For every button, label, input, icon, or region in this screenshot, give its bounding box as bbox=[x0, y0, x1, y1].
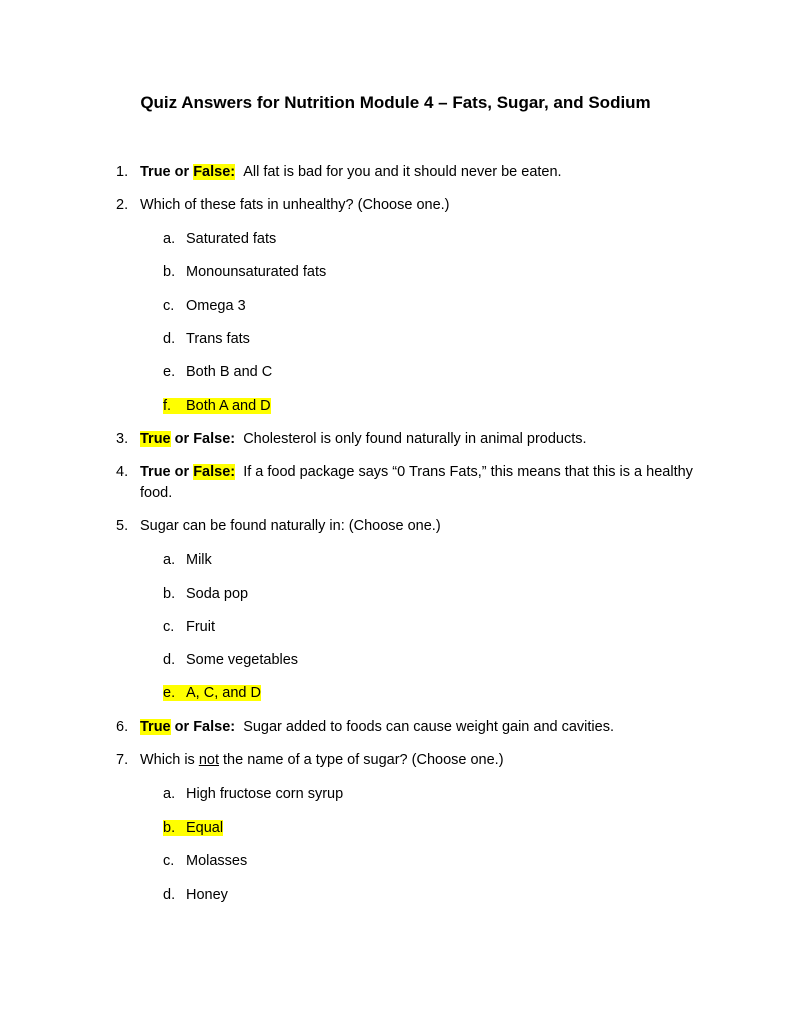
question-3: 3. True or False: Cholesterol is only found naturally in animal products. bbox=[116, 429, 716, 450]
question-number: 6. bbox=[116, 719, 129, 735]
question-number: 5. bbox=[116, 518, 129, 534]
question-number: 2. bbox=[116, 197, 129, 213]
question-4: 4. True or False: If a food package says “0 Trans Fats,” this means that this is a healthy food. bbox=[116, 464, 693, 501]
false-label: False: bbox=[193, 431, 236, 447]
option-item: e. Both B and C bbox=[163, 364, 273, 380]
false-label: False: bbox=[193, 719, 236, 735]
false-label-answer: False: bbox=[193, 464, 236, 480]
option-item: b. Monounsaturated fats bbox=[163, 264, 327, 280]
question-7 bbox=[116, 750, 716, 771]
option-item: a. Milk bbox=[163, 552, 212, 568]
question-text: If a food package says “0 Trans Fats,” this means that this is a healthy food. bbox=[140, 464, 693, 501]
question-text: Cholesterol is only found naturally in animal products. bbox=[243, 431, 587, 447]
option-item: b. Soda pop bbox=[163, 586, 249, 602]
question-text: Which is not the name of a type of sugar? (Choose one.) bbox=[140, 752, 504, 768]
question-text: Which of these fats in unhealthy? (Choose one.) bbox=[140, 197, 450, 213]
question-number: 7. bbox=[116, 752, 129, 768]
option-item: c. Omega 3 bbox=[163, 298, 246, 314]
option-item: c. Fruit bbox=[163, 619, 215, 635]
question-2 bbox=[116, 195, 716, 216]
question-number: 1. bbox=[116, 164, 129, 180]
option-item: c. Molasses bbox=[163, 853, 248, 869]
question-text: Sugar added to foods can cause weight gain and cavities. bbox=[243, 719, 614, 735]
true-label-answer: True bbox=[140, 431, 171, 447]
question-6: 6. True or False: Sugar added to foods can cause weight gain and cavities. bbox=[116, 717, 716, 738]
option-item-answer: f. Both A and D bbox=[163, 398, 271, 414]
option-item: a. High fructose corn syrup bbox=[163, 786, 344, 802]
option-item: d. Honey bbox=[163, 887, 228, 903]
page-title: Quiz Answers for Nutrition Module 4 – Fats, Sugar, and Sodium bbox=[140, 93, 651, 112]
option-item: d. Some vegetables bbox=[163, 652, 299, 668]
option-item-answer: e. A, C, and D bbox=[163, 685, 261, 701]
true-label: True bbox=[140, 464, 171, 480]
true-label: True bbox=[140, 164, 171, 180]
option-item: a. Saturated fats bbox=[163, 231, 277, 247]
false-label-answer: False: bbox=[193, 164, 236, 180]
question-number: 4. bbox=[116, 464, 129, 480]
question-1: 1. True or False: All fat is bad for you and it should never be eaten. bbox=[116, 162, 716, 183]
true-label-answer: True bbox=[140, 719, 171, 735]
option-item-answer: b. Equal bbox=[163, 820, 224, 836]
question-number: 3. bbox=[116, 431, 129, 447]
question-text: Sugar can be found naturally in: (Choose one.) bbox=[140, 518, 441, 534]
question-text: All fat is bad for you and it should never be eaten. bbox=[243, 164, 562, 180]
question-5 bbox=[116, 516, 716, 537]
option-item: d. Trans fats bbox=[163, 331, 250, 347]
